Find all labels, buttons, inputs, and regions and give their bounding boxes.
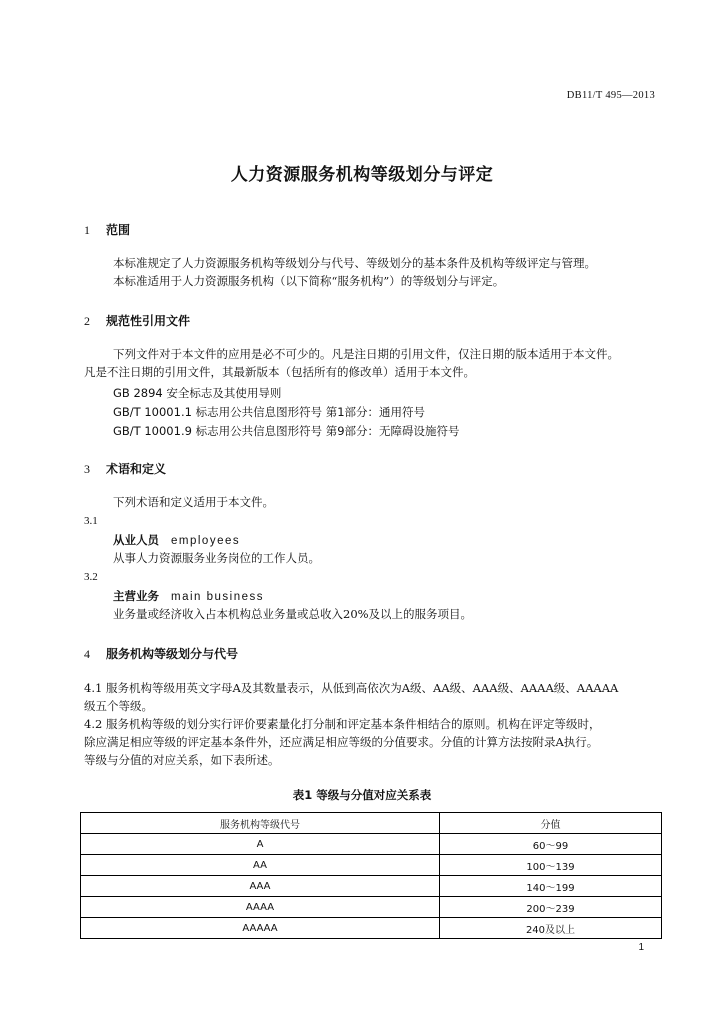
grade-code-cell: AAAAA <box>81 918 440 939</box>
term-definition: 从事人力资源服务业务岗位的工作人员。 <box>113 551 320 565</box>
table-row <box>81 897 662 918</box>
score-cell: 200～239 <box>439 897 661 918</box>
table-row <box>81 876 662 897</box>
term-entry <box>113 588 264 604</box>
normative-reference: GB 2894 安全标志及其使用导则 <box>113 386 282 400</box>
section-1-heading <box>84 221 130 238</box>
paragraph: 本标准适用于人力资源服务机构（以下简称“服务机构”）的等级划分与评定。 <box>113 274 505 288</box>
table-header-row <box>81 813 662 834</box>
normative-reference: GB/T 10001.1 标志用公共信息图形符号 第1部分：通用符号 <box>113 405 426 419</box>
section-2-heading <box>84 312 190 329</box>
section-title: 规范性引用文件 <box>106 314 191 328</box>
section-number: 1 <box>84 223 90 237</box>
paragraph: 下列术语和定义适用于本文件。 <box>113 495 274 509</box>
table-caption: 表1 等级与分值对应关系表 <box>292 788 432 802</box>
score-cell: 100～139 <box>439 855 661 876</box>
score-cell: 240及以上 <box>439 918 661 939</box>
paragraph: 凡是不注日期的引用文件，其最新版本（包括所有的修改单）适用于本文件。 <box>84 365 475 379</box>
clause-4-2-cont: 等级与分值的对应关系，如下表所述。 <box>84 753 280 767</box>
section-number: 3 <box>84 462 90 476</box>
standard-code: DB11/T 495—2013 <box>566 90 655 101</box>
grade-code-cell: A <box>81 834 440 855</box>
table-row <box>81 834 662 855</box>
term-entry <box>113 532 240 548</box>
grade-code-cell: AA <box>81 855 440 876</box>
section-title: 术语和定义 <box>106 462 167 476</box>
normative-reference: GB/T 10001.9 标志用公共信息图形符号 第9部分：无障碍设施符号 <box>113 424 460 438</box>
table-header-cell: 分值 <box>439 813 661 834</box>
term-name: 从业人员 <box>113 533 159 547</box>
term-english: employees <box>171 535 241 547</box>
term-number: 3.1 <box>84 515 98 527</box>
section-title: 服务机构等级划分与代号 <box>106 647 239 661</box>
document-title: 人力资源服务机构等级划分与评定 <box>230 165 494 185</box>
table-row <box>81 918 662 939</box>
grade-score-table <box>80 812 662 939</box>
clause-4-1: 4.1 服务机构等级用英文字母A及其数量表示，从低到高依次为A级、AA级、AAA级、AAAA级、AAAAA <box>84 681 619 695</box>
section-title: 范围 <box>106 223 131 237</box>
section-number: 2 <box>84 314 90 328</box>
clause-4-2-cont: 除应满足相应等级的评定基本条件外，还应满足相应等级的分值要求。分值的计算方法按附录A执行。 <box>84 735 599 749</box>
table-header-cell: 服务机构等级代号 <box>81 813 440 834</box>
term-number: 3.2 <box>84 571 98 583</box>
paragraph: 下列文件对于本文件的应用是必不可少的。凡是注日期的引用文件，仅注日期的版本适用于本文件。 <box>113 347 619 361</box>
clause-4-1-cont: 级五个等级。 <box>84 699 153 713</box>
term-definition: 业务量或经济收入占本机构总业务量或总收入20%及以上的服务项目。 <box>113 607 473 621</box>
clause-4-2: 4.2 服务机构等级的划分实行评价要素量化打分制和评定基本条件相结合的原则。机构在评定等级时， <box>84 717 601 731</box>
page-number: 1 <box>638 942 644 953</box>
section-number: 4 <box>84 647 90 661</box>
section-3-heading <box>84 460 166 477</box>
score-cell: 60～99 <box>439 834 661 855</box>
paragraph: 本标准规定了人力资源服务机构等级划分与代号、等级划分的基本条件及机构等级评定与管理。 <box>113 256 596 270</box>
grade-code-cell: AAA <box>81 876 440 897</box>
table-row <box>81 855 662 876</box>
score-cell: 140～199 <box>439 876 661 897</box>
term-english: main business <box>171 591 265 603</box>
grade-code-cell: AAAA <box>81 897 440 918</box>
term-name: 主营业务 <box>113 589 159 603</box>
section-4-heading <box>84 645 238 662</box>
